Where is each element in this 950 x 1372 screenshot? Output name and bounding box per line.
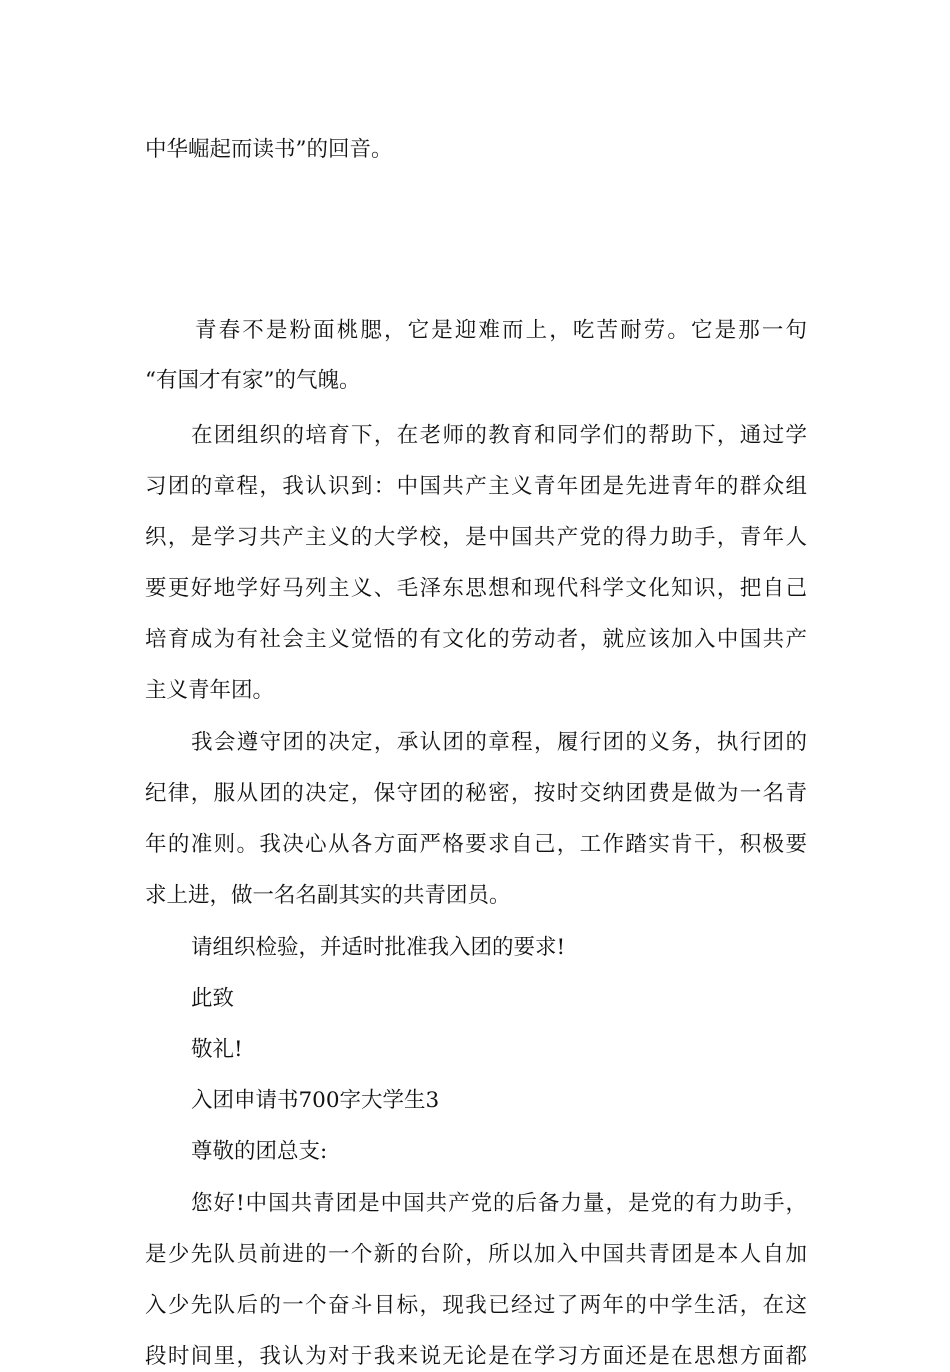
text-line: 入少先队后的一个奋斗目标，现我已经过了两年的中学生活，在这 xyxy=(145,1293,807,1318)
text-line: 织，是学习共产主义的大学校，是中国共产党的得力助手，青年人 xyxy=(145,525,807,550)
text-line: 您好!中国共青团是中国共产党的后备力量，是党的有力助手， xyxy=(191,1191,807,1216)
text-line: “有国才有家”的气魄。 xyxy=(145,368,361,393)
text-line: 请组织检验，并适时批准我入团的要求! xyxy=(191,935,566,960)
salutation: 尊敬的团总支: xyxy=(191,1139,328,1164)
text-line: 中华崛起而读书”的回音。 xyxy=(145,137,393,162)
text-line: 是少先队员前进的一个新的台阶，所以加入中国共青团是本人自加 xyxy=(145,1242,807,1267)
text-line: 习团的章程，我认识到：中国共产主义青年团是先进青年的群众组 xyxy=(145,474,807,499)
text-line: 要更好地学好马列主义、毛泽东思想和现代科学文化知识，把自己 xyxy=(145,576,807,601)
text-line: 培育成为有社会主义觉悟的有文化的劳动者，就应该加入中国共产 xyxy=(145,627,807,652)
text-line: 敬礼! xyxy=(191,1037,243,1062)
text-line: 在团组织的培育下，在老师的教育和同学们的帮助下，通过学 xyxy=(191,423,807,448)
text-line: 年的准则。我决心从各方面严格要求自己，工作踏实肯干，积极要 xyxy=(145,832,807,857)
text-line: 我会遵守团的决定，承认团的章程，履行团的义务，执行团的 xyxy=(191,730,807,755)
text-line: 青春不是粉面桃腮，它是迎难而上，吃苦耐劳。它是那一句 xyxy=(195,318,807,343)
text-line: 求上进，做一名名副其实的共青团员。 xyxy=(145,883,511,908)
text-line: 此致 xyxy=(191,986,235,1011)
text-line: 纪律，服从团的决定，保守团的秘密，按时交纳团费是做为一名青 xyxy=(145,781,807,806)
text-line: 主义青年团。 xyxy=(145,678,275,703)
text-line: 段时间里，我认为对于我来说无论是在学习方面还是在思想方面都 xyxy=(145,1344,807,1369)
section-heading: 入团申请书700字大学生3 xyxy=(191,1088,440,1113)
